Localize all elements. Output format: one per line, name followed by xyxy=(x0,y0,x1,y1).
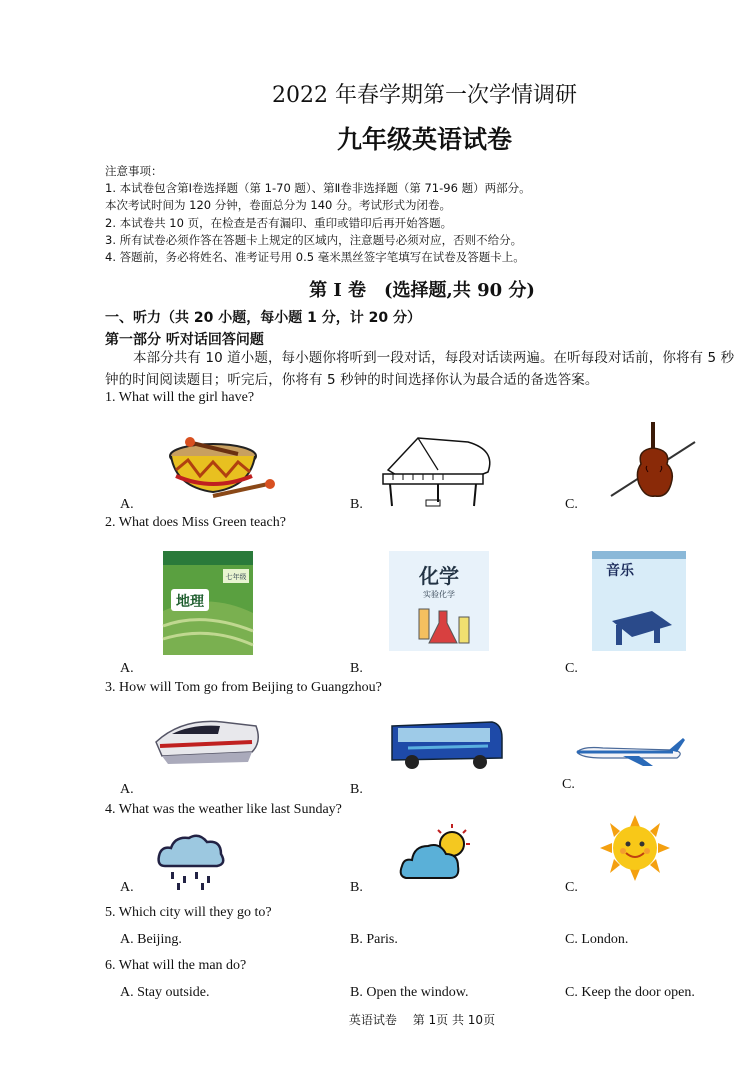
option-c[interactable]: C. Keep the door open. xyxy=(565,985,695,1000)
notes-line: 本次考试时间为 120 分钟，卷面总分为 140 分。考试形式为闭卷。 xyxy=(105,198,452,213)
notes-line: 1. 本试卷包含第Ⅰ卷选择题（第 1-70 题）、第Ⅱ卷非选择题（第 71-96 题）两部分。 xyxy=(105,181,531,196)
option-c[interactable]: C. London. xyxy=(565,932,629,947)
book-grade-label: 七年级 xyxy=(225,573,247,581)
question-1: 1. What will the girl have? xyxy=(105,390,255,405)
exam-title: 2022 年春学期第一次学情调研 xyxy=(272,83,577,108)
option-a[interactable]: A. xyxy=(120,782,134,797)
option-b[interactable]: B. xyxy=(350,880,363,895)
book-title: 化学 xyxy=(419,564,459,588)
chemistry-book-icon xyxy=(389,551,489,651)
instructions: 本部分共有 10 道小题，每小题你将听到一段对话，每段对话读两遍。在听每段对话前，你将有 5 秒钟的时间阅读题目；听完后，你将有 5 秒钟的时间选择你认为最合适的备选答案。 xyxy=(105,350,735,388)
section-title: 第 I 卷 (选择题,共 90 分) xyxy=(309,280,535,301)
book-title: 音乐 xyxy=(606,563,634,579)
option-a[interactable]: A. Beijing. xyxy=(120,932,182,947)
drum-icon xyxy=(168,432,278,504)
piano-icon xyxy=(378,430,498,510)
question-3: 3. How will Tom go from Beijing to Guangzhou? xyxy=(105,680,382,695)
rain-cloud-icon xyxy=(155,830,229,892)
bus-icon xyxy=(388,718,504,772)
cloudy-icon xyxy=(398,820,470,884)
notes-line: 4. 答题前，务必将姓名、准考证号用 0.5 毫米黑丝签字笔填写在试卷及答题卡上。 xyxy=(105,250,525,265)
violin-icon xyxy=(605,422,700,500)
geography-book-icon xyxy=(163,551,253,655)
option-b[interactable]: B. Open the window. xyxy=(350,985,469,1000)
question-2: 2. What does Miss Green teach? xyxy=(105,515,286,530)
notes-line: 3. 所有试卷必须作答在答题卡上规定的区域内，注意题号必须对应，否则不给分。 xyxy=(105,232,523,247)
option-a[interactable]: A. xyxy=(120,880,134,895)
option-b[interactable]: B. xyxy=(350,497,363,512)
book-subtitle: 实验化学 xyxy=(423,590,455,599)
notes-line: 2. 本试卷共 10 页，在检查是否有漏印、重印或错印后再开始答题。 xyxy=(105,215,453,230)
option-c[interactable]: C. xyxy=(565,880,578,895)
option-c[interactable]: C. xyxy=(565,497,578,512)
sun-icon xyxy=(596,813,674,883)
train-icon xyxy=(152,712,264,768)
notes-heading: 注意事项： xyxy=(105,164,163,178)
question-6: 6. What will the man do? xyxy=(105,958,247,973)
exam-subtitle: 九年级英语试卷 xyxy=(336,125,512,154)
option-a[interactable]: A. xyxy=(120,661,134,676)
music-book-icon xyxy=(592,551,686,651)
part-heading: 一、听力（共 20 小题，每小题 1 分，计 20 分） xyxy=(105,310,421,326)
option-a[interactable]: A. xyxy=(120,497,134,512)
option-c[interactable]: C. xyxy=(562,777,575,792)
plane-icon xyxy=(573,736,687,768)
option-a[interactable]: A. Stay outside. xyxy=(120,985,210,1000)
option-b[interactable]: B. xyxy=(350,661,363,676)
book-title: 地理 xyxy=(176,594,204,610)
option-b[interactable]: B. xyxy=(350,782,363,797)
notes-block xyxy=(105,163,531,266)
page-footer: 英语试卷 第 1页 共 10页 xyxy=(348,1013,496,1027)
question-5: 5. Which city will they go to? xyxy=(105,905,272,920)
question-4: 4. What was the weather like last Sunday? xyxy=(105,802,342,817)
option-b[interactable]: B. Paris. xyxy=(350,932,398,947)
option-c[interactable]: C. xyxy=(565,661,578,676)
part-subheading: 第一部分 听对话回答问题 xyxy=(105,332,264,348)
